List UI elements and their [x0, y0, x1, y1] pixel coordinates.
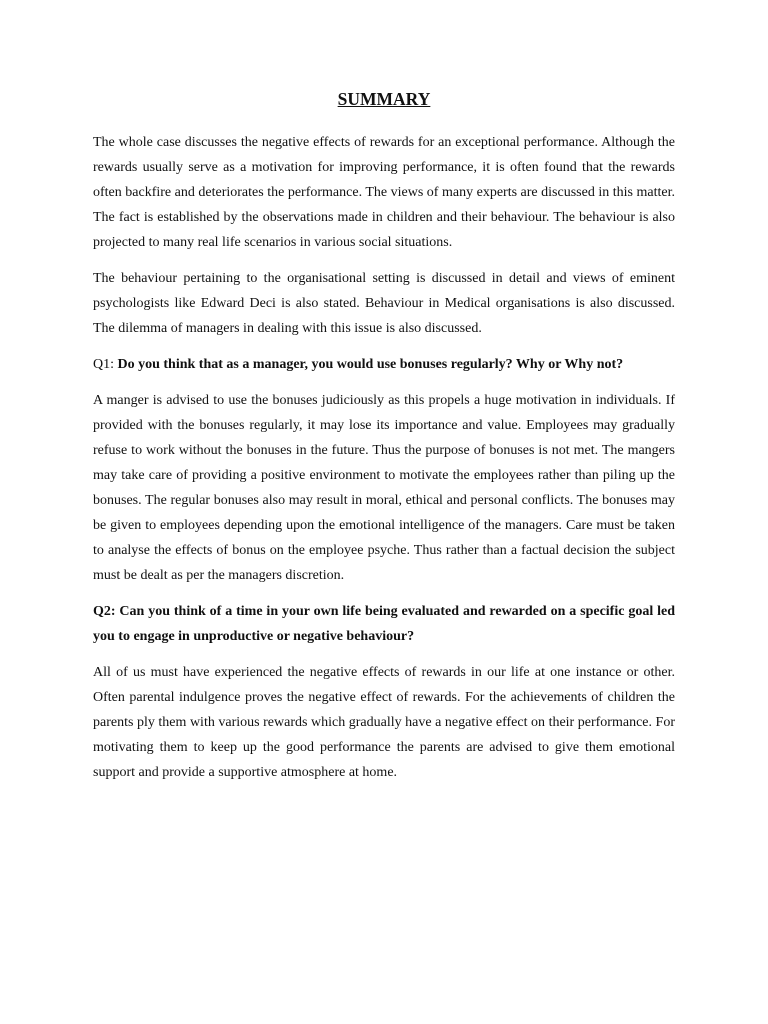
summary-paragraph-1: The whole case discusses the negative effects of rewards for an exceptional performance. Although the rewards usually serve as a motivation for improving performance, it is often found that the rewards often backfire and deteriorates the performance. The views of many experts are discussed in this matter. The fact is established by the observations made in children and their behaviour. The behaviour is also projected to many real life scenarios in various social situations. — [93, 135, 675, 250]
question-2: Q2: Can you think of a time in your own life being evaluated and rewarded on a specific goal led you to engage in unproductive or negative behaviour? — [93, 604, 675, 644]
question-1 — [93, 352, 675, 377]
question-1-label: Q1: — [93, 357, 114, 372]
answer-2: All of us must have experienced the negative effects of rewards in our life at one instance or other. Often parental indulgence proves the negative effect of rewards. For the achievements of children the parents ply them with various rewards which gradually have a negative effect on their performance. For motivating them to keep up the good performance the parents are advised to give them emotional support and provide a supportive atmosphere at home. — [93, 665, 675, 780]
answer-1: A manger is advised to use the bonuses judiciously as this propels a huge motivation in individuals. If provided with the bonuses regularly, it may lose its importance and value. Employees may gradually refuse to work without the bonuses in the future. Thus the purpose of bonuses is not met. The mangers may take care of providing a positive environment to motivate the employees rather than piling up the bonuses. The regular bonuses also may result in moral, ethical and personal conflicts. The bonuses may be given to employees depending upon the emotional intelligence of the managers. Care must be taken to analyse the effects of bonus on the employee psyche. Thus rather than a factual decision the subject must be dealt as per the managers discretion. — [93, 393, 675, 583]
page-title: SUMMARY — [337, 89, 431, 109]
summary-paragraph-2: The behaviour pertaining to the organisational setting is discussed in detail and views of eminent psychologists like Edward Deci is also stated. Behaviour in Medical organisations is also discussed. The dilemma of managers in dealing with this issue is also discussed. — [93, 271, 675, 336]
question-1-text: Do you think that as a manager, you would use bonuses regularly? Why or Why not? — [114, 357, 624, 372]
